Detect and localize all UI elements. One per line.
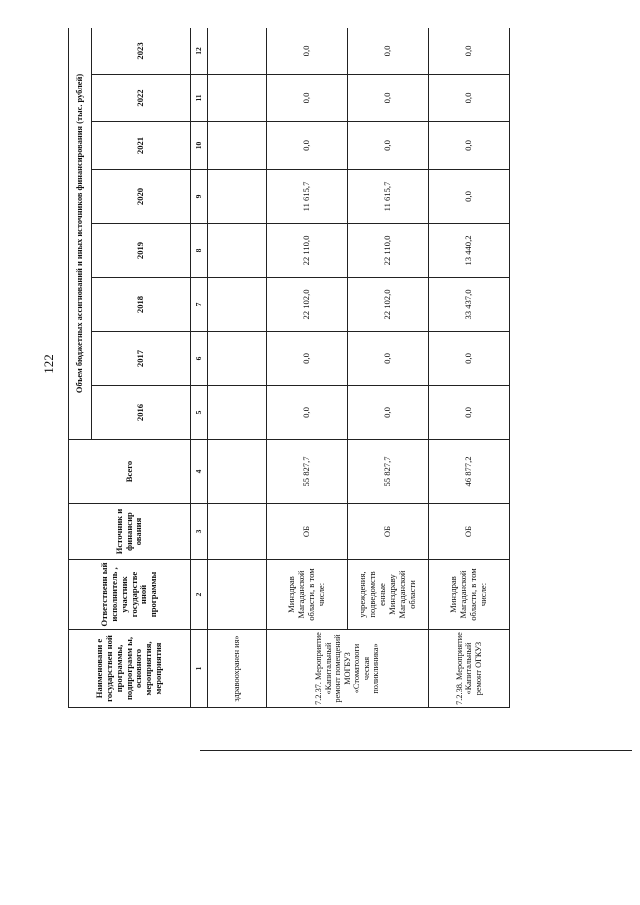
row-value: 22 110,0 — [267, 224, 348, 278]
table-row — [267, 28, 348, 708]
row-value: 33 437,0 — [429, 278, 510, 332]
header-source: Источник и финансир ования — [69, 504, 191, 560]
row-executor: учреждения, подведомств енные Минздраву Магаданской области — [348, 560, 429, 630]
row-source: ОБ — [429, 504, 510, 560]
table-container — [68, 28, 610, 708]
row-value — [208, 75, 267, 122]
column-number: 8 — [191, 224, 208, 278]
row-name: 7.2.38. Мероприятие «Капитальный ремонт ОГКУЗ — [429, 630, 510, 708]
row-value: 0,0 — [267, 332, 348, 386]
row-value: 0,0 — [348, 122, 429, 170]
row-value: 22 102,0 — [267, 278, 348, 332]
row-total: 46 877,2 — [429, 440, 510, 504]
header-year: 2016 — [92, 386, 191, 440]
column-number: 7 — [191, 278, 208, 332]
table-row — [429, 28, 510, 708]
column-number: 10 — [191, 122, 208, 170]
column-number: 2 — [191, 560, 208, 630]
row-value: 22 102,0 — [348, 278, 429, 332]
header-total: Всего — [69, 440, 191, 504]
table-row — [348, 28, 429, 708]
bottom-rule — [200, 750, 632, 751]
column-number: 12 — [191, 28, 208, 75]
row-value: 0,0 — [429, 170, 510, 224]
header-year: 2020 — [92, 170, 191, 224]
row-value: 0,0 — [267, 386, 348, 440]
row-value: 0,0 — [348, 332, 429, 386]
financing-table — [68, 28, 510, 708]
row-value: 0,0 — [267, 28, 348, 75]
header-year: 2019 — [92, 224, 191, 278]
row-source: ОБ — [267, 504, 348, 560]
row-executor: Минздрав Магаданской области, в том числе: — [267, 560, 348, 630]
table-row — [208, 28, 267, 708]
row-value: 11 615,7 — [348, 170, 429, 224]
row-total: 55 827,7 — [348, 440, 429, 504]
row-value: 0,0 — [267, 75, 348, 122]
row-value — [208, 28, 267, 75]
column-number: 6 — [191, 332, 208, 386]
row-value: 22 110,0 — [348, 224, 429, 278]
header-year: 2022 — [92, 75, 191, 122]
row-value — [208, 170, 267, 224]
row-value — [208, 122, 267, 170]
row-executor — [208, 560, 267, 630]
row-value: 0,0 — [429, 28, 510, 75]
header-year: 2018 — [92, 278, 191, 332]
row-value: 0,0 — [429, 122, 510, 170]
header-year: 2021 — [92, 122, 191, 170]
row-executor: Минздрав Магаданской области, в том числе: — [429, 560, 510, 630]
column-number-row — [191, 28, 208, 708]
column-number: 9 — [191, 170, 208, 224]
header-name: Наименовани е государствен ной программы, подпрограмм ы, основного мероприятия, мероприятия — [69, 630, 191, 708]
row-value: 0,0 — [267, 122, 348, 170]
row-total — [208, 440, 267, 504]
row-value: 0,0 — [429, 386, 510, 440]
header-group: Объем бюджетных ассигнований и иных источников финансирования (тыс. рублей) — [69, 28, 92, 440]
row-value: 0,0 — [429, 75, 510, 122]
header-executor: Ответственн ый исполнитель , участник государстве нной программы — [69, 560, 191, 630]
column-number: 4 — [191, 440, 208, 504]
row-source: ОБ — [348, 504, 429, 560]
row-value — [208, 224, 267, 278]
row-name: здравоохранен ия» — [208, 630, 267, 708]
header-year: 2017 — [92, 332, 191, 386]
row-value: 11 615,7 — [267, 170, 348, 224]
row-name: 7.2.37. Мероприятие «Капитальный ремонт помещений МОГБУЗ «Стоматологи ческая поликлиника» — [267, 630, 429, 708]
column-number: 1 — [191, 630, 208, 708]
row-value: 0,0 — [429, 332, 510, 386]
row-source — [208, 504, 267, 560]
column-number: 3 — [191, 504, 208, 560]
row-value: 0,0 — [348, 75, 429, 122]
row-value: 0,0 — [348, 28, 429, 75]
row-value — [208, 332, 267, 386]
row-value: 13 440,2 — [429, 224, 510, 278]
column-number: 5 — [191, 386, 208, 440]
header-row-1 — [69, 28, 92, 708]
page-number: 122 — [41, 354, 56, 374]
row-value — [208, 386, 267, 440]
column-number: 11 — [191, 75, 208, 122]
header-year: 2023 — [92, 28, 191, 75]
row-total: 55 827,7 — [267, 440, 348, 504]
row-value: 0,0 — [348, 386, 429, 440]
row-value — [208, 278, 267, 332]
rotated-table-layer — [68, 28, 610, 708]
